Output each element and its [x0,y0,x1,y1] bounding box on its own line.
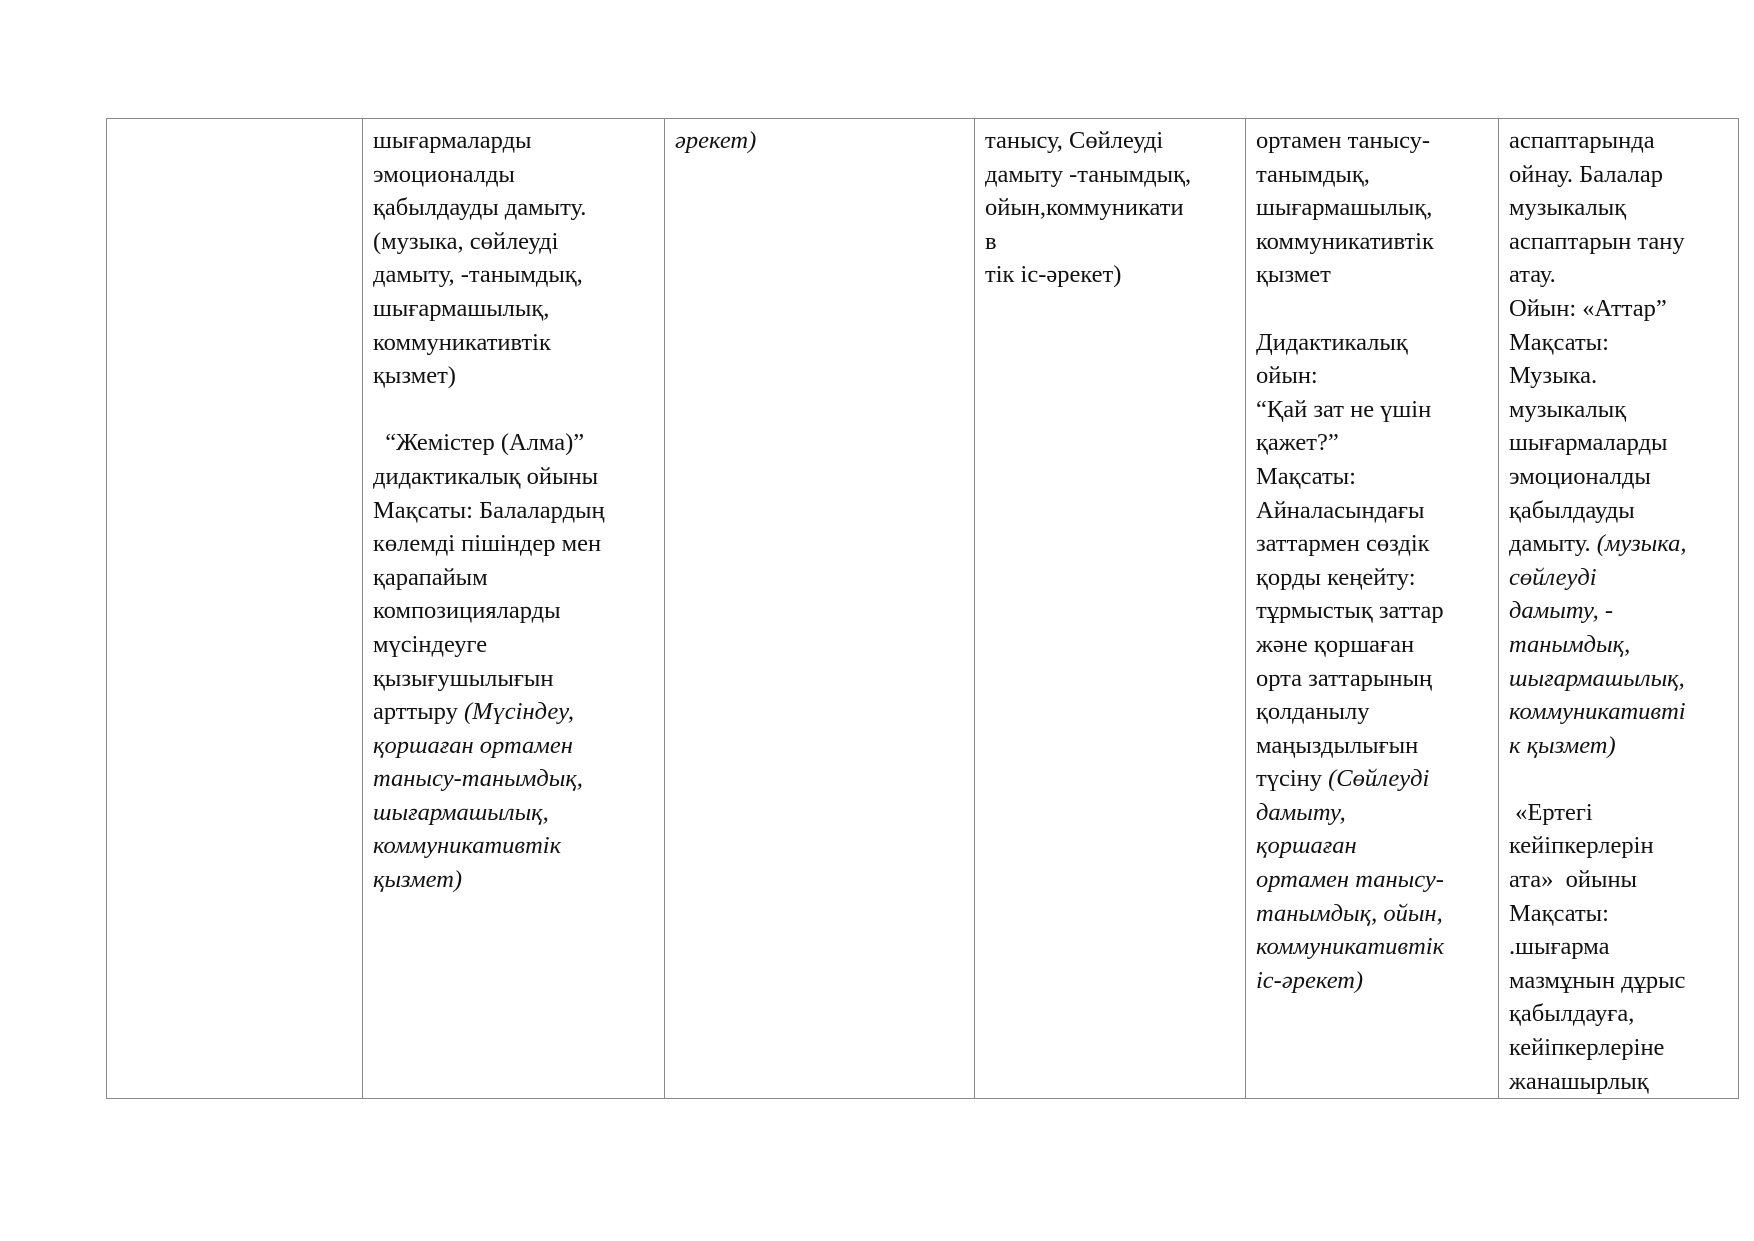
text-line: қорды кеңейту: [1256,563,1416,591]
text-line: қызмет) [373,362,456,390]
text-line: іс-әрекет) [1256,966,1364,994]
text-line: Айналасындағы [1256,496,1425,524]
text-line: ойнау. Балалар [1509,160,1663,188]
text-line: мазмұнын дұрыс [1509,966,1686,994]
text-line: қызмет [1256,261,1331,289]
text-line: маңыздылығын [1256,731,1419,759]
text-line: Музыка. [1509,362,1598,390]
text-line: танысу-танымдық, [373,765,583,793]
table-cell-col5 [1246,119,1499,1099]
text-line: кейіпкерлеріне [1509,1034,1665,1062]
text-line: дамыту, [1256,798,1346,826]
text-line: ортамен танысу- [1256,127,1431,154]
text-line: коммуникативтік [1256,933,1445,961]
text-line: ойын: [1256,362,1318,390]
text-line: дамыту, -танымдық, [373,261,583,289]
text-line: қоршаған ортамен [373,731,573,759]
text-line: тік іс-әрекет) [985,261,1122,289]
text-line: қызмет) [373,866,463,894]
text-line: к қызмет) [1509,731,1616,759]
text-line: дамыту. (музыка, [1509,530,1687,558]
text-line: түсіну (Сөйлеуді [1256,765,1430,793]
text-line: эмоционалды [1509,462,1651,490]
text-line: ата» ойыны [1509,866,1638,894]
text-line: дидактикалық ойыны [373,462,599,490]
text-line: “Жемістер (Алма)” [373,429,585,457]
text-line: в [985,227,997,255]
text-line: коммуникативтік [373,328,551,356]
text-line: ортамен танысу- [1256,866,1444,894]
text-line: орта заттарының [1256,664,1433,692]
text-line: мүсіндеуге [373,630,488,658]
text-line: танымдық, ойын, [1256,899,1443,927]
cell-text-block [1256,124,1490,762]
text-line: шығармашылық, [1509,664,1685,692]
cell-text-block [1509,762,1734,1098]
text-line: ойын,коммуникати [985,194,1184,222]
text-line: қарапайым [373,563,488,591]
text-line: арттыру (Мүсіндеу, [373,698,574,726]
text-line: (музыка, сөйлеуді [373,227,559,255]
text-line: қолданылу [1256,698,1370,726]
cell-text-block [1509,124,1734,527]
text-line: танысу, Сөйлеуді [985,127,1164,154]
table-cell-col1 [107,119,363,1099]
table-cell-col3 [665,119,975,1099]
text-line: қоршаған [1256,832,1357,860]
text-line: «Ертегі [1509,798,1593,826]
text-line: кейіпкерлерін [1509,832,1654,860]
text-line: танымдық, [1509,630,1631,658]
text-line [1256,292,1490,326]
text-line: Мақсаты: Балалардың [373,496,605,524]
text-line: Мақсаты: [1509,899,1609,927]
table-cell-col2 [363,119,665,1099]
text-line [1509,762,1734,796]
text-line: композицияларды [373,597,561,625]
table-row [107,119,1739,1099]
text-line: және қоршаған [1256,630,1415,658]
text-line: заттармен сөздік [1256,530,1430,558]
text-line: аспаптарында [1509,127,1655,154]
text-line: дамыту -танымдық, [985,160,1192,188]
text-line: шығармаларды [373,127,532,154]
table-cell-col4 [975,119,1246,1099]
text-line: музыкалық [1509,395,1627,423]
text-line: шығармашылық, [1256,194,1433,222]
text-line: танымдық, [1256,160,1370,188]
text-line: тұрмыстық заттар [1256,597,1444,625]
text-line: атау. [1509,261,1556,289]
text-line: жанашырлық [1509,1067,1649,1095]
text-line: шығармашылық, [373,798,549,826]
text-line: музыкалық [1509,194,1627,222]
text-line: қажет?” [1256,429,1339,457]
text-line: Дидактикалық [1256,328,1408,356]
text-line: “Қай зат не үшін [1256,395,1432,423]
cell-text-block [373,124,656,695]
text-line: эмоционалды [373,160,515,188]
text-line: коммуникативтік [373,832,562,860]
text-line: көлемді пішіндер мен [373,530,602,558]
text-line: қабылдауға, [1509,1000,1635,1028]
cell-italic-block [1509,561,1734,763]
cell-italic-block [373,729,656,897]
text-line: сөйлеуді [1509,563,1597,591]
cell-text-block [985,124,1237,292]
cell-italic-block [1256,796,1490,998]
table-cell-col6 [1499,119,1739,1099]
text-line [373,393,656,427]
text-line: коммуникативтік [1256,227,1434,255]
text-line: аспаптарын тану [1509,227,1685,255]
text-line: .шығарма [1509,933,1610,961]
text-line: Мақсаты: [1256,462,1356,490]
text-line: шығармашылық, [373,294,550,322]
cell-italic-block [675,124,966,158]
text-line: қабылдауды [1509,496,1635,524]
text-line: коммуникативті [1509,698,1686,726]
text-line: Мақсаты: [1509,328,1609,356]
text-line: қызығушылығын [373,664,554,692]
text-line: қабылдауды дамыту. [373,194,587,222]
text-line: Ойын: «Аттар” [1509,294,1667,322]
text-line: әрекет) [675,127,757,154]
lesson-plan-table [106,118,1739,1099]
text-line: дамыту, - [1509,597,1614,625]
text-line: шығармаларды [1509,429,1668,457]
